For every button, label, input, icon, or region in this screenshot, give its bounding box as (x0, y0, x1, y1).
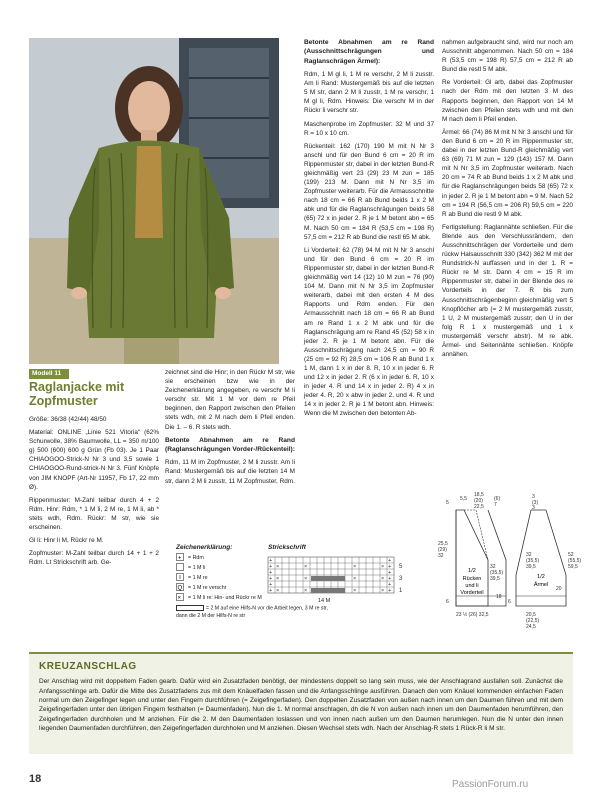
svg-text:39,5: 39,5 (526, 564, 536, 570)
svg-text:(29): (29) (438, 547, 447, 553)
raglan-decrease-text: Rdm, 11 M im Zopfmuster, 2 M li zusstr. Am li Rand: Mustergemäß bis auf die letzten 14 M str, dann 2 M li zusstr, 11 M Zopfmuster, Rdm. (165, 459, 295, 485)
svg-text:+: + (388, 588, 392, 595)
legend-item-twisted: = 1 M re verschr (188, 585, 227, 591)
svg-text:×: × (276, 588, 280, 595)
model-photo (29, 38, 279, 364)
chart-row-5: 5 (399, 564, 403, 571)
finishing-info: Fertigstellung: Raglannähte schließen. Für die Blende aus den Verschlussrändern, den Ausschnittschrägen der Vorderteile und dem rückw Halsausschnitt 330 (342) 362 M mit der Rundstrick-N auffassen und in der 1. R = Rückr re M str. Dann 4 cm = 15 R im Rippenmuster str, dabei in der Blende des re Vorderteils in der 7. R bis zum Ausschnittschrägenbeginn gleichmäßig vert 5 Knopflöcher arb (= 2 M mustergemäß zusstr, 1 U, 2 M mustergemäß zusstr; den U in der folg R 1 x mustergemäß und 1 x mustergemäß verschr abstr). M re abk. Ärmel- und Seitennähte schließen. Knöpfe annähen. (442, 223, 573, 359)
svg-text:39,5: 39,5 (490, 576, 500, 582)
watermark: PassionForum.ru (452, 779, 529, 790)
svg-text:32: 32 (526, 552, 532, 558)
svg-text:Rücken: Rücken (462, 576, 482, 582)
svg-text:+: + (388, 558, 392, 565)
svg-text:24,5: 24,5 (526, 624, 536, 630)
legend-symbols (176, 553, 186, 613)
cable-symbol (176, 605, 204, 611)
pattern-title: Raglanjacke mit Zopfmuster (29, 380, 125, 408)
column-2 (165, 368, 295, 490)
column-3 (304, 38, 434, 423)
legend-title: Zeichenerklärung: (176, 544, 233, 551)
right-front-info: Re Vorderteil: Gl arb, dabei das Zopfmuster nach der Rdm mit den letzten 3 M des Rapports beginnen, den Rapport von 14 M zwischen den Pfeilen stets wdh und mit den M nach dem li Pfeil enden. (442, 79, 573, 123)
chart-title: Strickschrift (268, 544, 306, 551)
svg-text:+: + (269, 570, 273, 577)
svg-text:18: 18 (496, 594, 502, 600)
svg-text:+: + (269, 582, 273, 589)
kreuzanschlag-heading: KREUZANSCHLAG (39, 661, 137, 672)
svg-text:22,5: 22,5 (474, 504, 484, 510)
stitch-chart (268, 543, 438, 606)
svg-text:(35,5): (35,5) (526, 558, 540, 564)
raglan-decrease-heading: Betonte Abnahmen am re Rand (Raglanschrägungen Vorder-/Rückenteil): (165, 436, 295, 454)
svg-text:+: + (388, 582, 392, 589)
svg-text:×: × (353, 588, 357, 595)
model-badge: Modell 11 (29, 369, 69, 379)
cable-pattern-continued: zeichnet sind die Hinr; in den Rückr M str, wie sie erscheinen bzw wie in der Zeichenerklärung angegeben, re verschr M li verschr str. Mit 1 M vor dem re Pfeil beginnen, den Rapport zwischen den Pfeilen stets wdh, mit 2 M nach dem li Pfeil enden. Die 1. – 6. R stets wdh. (165, 369, 295, 431)
svg-text:×: × (381, 588, 385, 595)
legend-item-edge: = Rdm (188, 555, 204, 561)
neckline-decrease-heading: Betonte Abnahmen am re Rand (Ausschnittschrägungen und Raglanschrägen Ärmel): (304, 39, 434, 65)
svg-text:×: × (276, 576, 280, 583)
svg-text:Vorderteil: Vorderteil (460, 590, 484, 596)
legend-item-garter: = 1 M li re: Hin- und Rückr re M (188, 595, 262, 601)
svg-text:×: × (304, 564, 308, 571)
svg-text:(35,5): (35,5) (490, 570, 504, 576)
stockinette-info: Gl li: Hinr li M, Rückr re M. (29, 537, 104, 545)
svg-text:Q: Q (177, 585, 183, 592)
svg-text:3: 3 (532, 494, 535, 500)
svg-text:5: 5 (446, 500, 449, 506)
column-1 (29, 415, 159, 571)
svg-text:×: × (276, 564, 280, 571)
svg-text:+: + (269, 588, 273, 595)
column-4 (442, 38, 573, 363)
chart-row-1: 1 (399, 588, 403, 595)
legend-item-purl: = 1 M li (188, 565, 206, 571)
rib-pattern-info: Rippenmuster: M-Zahl teilbar durch 4 + 2 Rdm. Hinr: Rdm, * 1 M li, 2 M re, 1 M li, ab * stets wdh, Rdm. Rückr: M str, wie sie erscheinen. (29, 496, 159, 532)
svg-text:(3): (3) (532, 500, 539, 506)
kreuzanschlag-box (29, 652, 573, 754)
svg-text:59,5: 59,5 (568, 564, 578, 570)
svg-text:+: + (388, 564, 392, 571)
legend-cable: = 2 M auf eine Hilfs-N vor die Arbeit legen, 3 M re str, dann die 2 M der Hilfs-N re str (176, 605, 328, 620)
cable-pattern-info: Zopfmuster: M-Zahl teilbar durch 14 + 1 + 2 Rdm. Lt Strickschrift arb. Ge- (29, 550, 159, 567)
svg-text:23 ½ (26) 32,5: 23 ½ (26) 32,5 (456, 612, 489, 618)
svg-text:(55,5): (55,5) (568, 558, 582, 564)
material-info: Material: ONLINE „Linie 521 Vitoria“ (62% Schurwolle, 38% Baumwolle, LL = 350 m/100 g) 500 (600) 600 g Grün (Fb 03). Je 1 Paar CHIAOGOO-Strick-N Nr 3 und 3,5 sowie 1 CHIAOGOO-Rund-strick-N Nr 3. Fünf Knöpfe von JIM KNOPF (Art-Nr 11957, Fb 17, 22 mm Ø). (29, 429, 159, 491)
svg-text:+: + (269, 576, 273, 583)
svg-text:×: × (304, 576, 308, 583)
stitch-chart-grid (268, 555, 418, 595)
svg-text:×: × (381, 576, 385, 583)
left-front-info: Li Vorderteil: 62 (78) 94 M mit N Nr 3 anschl und für den Bund 6 cm = 20 R im Rippenmuster str, dabei in der letzten Bund-R gleichmäßig vert 14 (12) 10 M zun = 76 (90) 104 M. Dann mit N Nr 3,5 im Zopfmuster weiterarb, dabei mit den ersten 4 M des Rapports und Rdm enden. Für den Armausschnitt nach 18 cm = 66 R ab Bund am re Rand 1 x 2 M abk und für die Raglanschrägung am re Rand 45 (52) 58 x in jeder 2. R je 1 M betont abn. Für die Ausschnittschrägung nach 24,5 cm = 90 R (25 cm = 92 R) 28,5 cm = 106 R ab Bund 1 x 1 M, dann 1 x in der 8. R, 10 x in jeder 6. R und 12 x in jeder 2. R (6 x in jeder 6. R, 10 x in jeder 4. R und 14 x in jeder 2. R) 4 x in jeder 4. R, 20 x abw in jeder 2. und 4. R und 14 x in jeder 2. R je 1 M betont abn. Hinweis: Wenn die M zwischen den betonten Ab- (304, 246, 434, 418)
svg-text:52: 52 (568, 552, 574, 558)
kreuzanschlag-text: Der Anschlag wird mit doppeltem Faden gearb. Dafür wird ein Zusatzfaden benötigt, der mindestens doppelt so lang sein muss, wie der Anschlagrand ausfallen soll. Zunächst die Anfangsschlinge arb. Dafür die Mitte des Zusatzfadens zus mit dem Knäuelfaden fassen und die Anfangsschlinge ausführen. Danach den vom Knäuel kommenden einfachen Faden normal um den Zeigefinger legen und unter den Fingern durchführen (= Zeigefingerfaden). Den doppelten Zusatzfaden von außen nach innen um den Daumen führen und mit dem Zeigefingerfaden unter den übrigen Fingern festhalten (= Daumenfaden). Nun die 1. M normal anschlagen, dh die N von außen nach innen um den Daumenfaden herumführen, den Zeigefingerfaden durchholen und M anziehen. Für die 2. M den Daumenfaden loslassen und von innen nach außen um den Daumen herumlegen. Nun die N unter den innen liegenden Daumenfaden durchführen, den Zeigefingerfaden durchholen und M anziehen. Diesen Wechsel stets wdh. Nach der Anschlag-R stets 1 Rück-R li M str. (39, 678, 563, 733)
svg-text:+: + (178, 555, 182, 562)
model-photo-illustration (29, 38, 279, 364)
svg-text:20: 20 (556, 586, 562, 592)
svg-text:×: × (353, 576, 357, 583)
page-number: 18 (29, 773, 42, 785)
size-info: Größe: 36/38 (42/44) 48/50 (29, 416, 107, 423)
gauge-info: Maschenprobe im Zopfmuster: 32 M und 37 R = 10 x 10 cm. (304, 120, 434, 137)
svg-text:+: + (388, 570, 392, 577)
left-front-continued: nahmen aufgebraucht sind, wird nur noch am Ausschnitt abgenommen. Nach 50 cm = 184 R (53,5 cm = 198 R) 57,5 cm = 212 R ab Bund die restl 5 M abk. (442, 39, 573, 74)
svg-text:×: × (353, 564, 357, 571)
svg-text:(22,5): (22,5) (526, 618, 540, 624)
svg-text:+: + (388, 576, 392, 583)
svg-text:×: × (304, 588, 308, 595)
svg-text:+: + (269, 564, 273, 571)
svg-text:(20): (20) (474, 498, 483, 504)
svg-text:×: × (177, 595, 182, 602)
svg-text:(6): (6) (494, 496, 501, 502)
schematic (436, 490, 582, 640)
svg-text:Ärmel: Ärmel (533, 582, 549, 588)
schematic-drawing (436, 490, 582, 640)
svg-text:+: + (269, 558, 273, 565)
svg-text:20,5: 20,5 (526, 612, 536, 618)
svg-text:7: 7 (494, 502, 497, 508)
svg-text:×: × (381, 564, 385, 571)
svg-text:und li: und li (465, 583, 479, 589)
svg-text:32: 32 (490, 564, 496, 570)
sleeve-info: Ärmel: 66 (74) 86 M mit N Nr 3 anschl und für den Bund 6 cm = 20 R im Rippenmuster str, dabei in der letzten Bund-R gleichmäßig vert 63 (69) 71 M zun = 129 (143) 157 M. Dann mit N Nr 3,5 im Zopfmuster weiterarb. Nach 20 cm = 74 R ab Bund beids 1 x 2 M abk und für die Raglanschrägungen beids 58 (65) 72 x in jeder 2. R je 1 M betont abn = 9 M. Nach 52 cm = 194 R (56,5 cm = 206 R) 59,5 cm = 220 R ab Bund die restl 9 M abk. (442, 128, 573, 218)
svg-text:25,5: 25,5 (438, 541, 448, 547)
chart-row-3: 3 (399, 576, 403, 583)
svg-text:6: 6 (508, 599, 511, 605)
svg-text:32: 32 (438, 553, 444, 559)
svg-text:1/2: 1/2 (537, 574, 545, 580)
svg-text:3: 3 (532, 505, 535, 511)
neckline-decrease-text: Rdm, 1 M gl li, 1 M re verschr, 2 M li zusstr. Am li Rand: Mustergemäß bis auf die letzten 5 M str, dann 2 M li zusstr, 1 M re verschr, 1 M gl li, Rdm. Hinweis: Die verschr M in der Rückr li verschr str. (304, 71, 434, 115)
back-piece-info: Rückenteil: 162 (170) 190 M mit N Nr 3 anschl und für den Bund 6 cm = 20 R im Rippenmuster str, dabei in der letzten Bund-R gleichmäßig vert 23 (29) 23 M zun = 185 (199) 213 M. Dann mit N Nr 3,5 im Zopfmuster weiterarb. Für die Armausschnitte nach 18 cm = 66 R ab Bund beids 1 x 2 M abk und für die Raglanschrägungen beids 58 (65) 72 x in jeder 2. R je 1 M betont abn = 65 M. Nach 50 cm = 184 R (53,5 cm = 198 R) 57,5 cm = 212 R ab Bund die restl 65 M abk. (304, 142, 434, 241)
chart-repeat-label: 14 M (318, 598, 331, 605)
svg-text:6: 6 (446, 599, 449, 605)
svg-text:1/2: 1/2 (468, 568, 476, 574)
svg-text:18,5: 18,5 (474, 492, 484, 498)
legend-item-knit: = 1 M re (188, 575, 208, 581)
svg-text:5,5: 5,5 (460, 496, 467, 502)
